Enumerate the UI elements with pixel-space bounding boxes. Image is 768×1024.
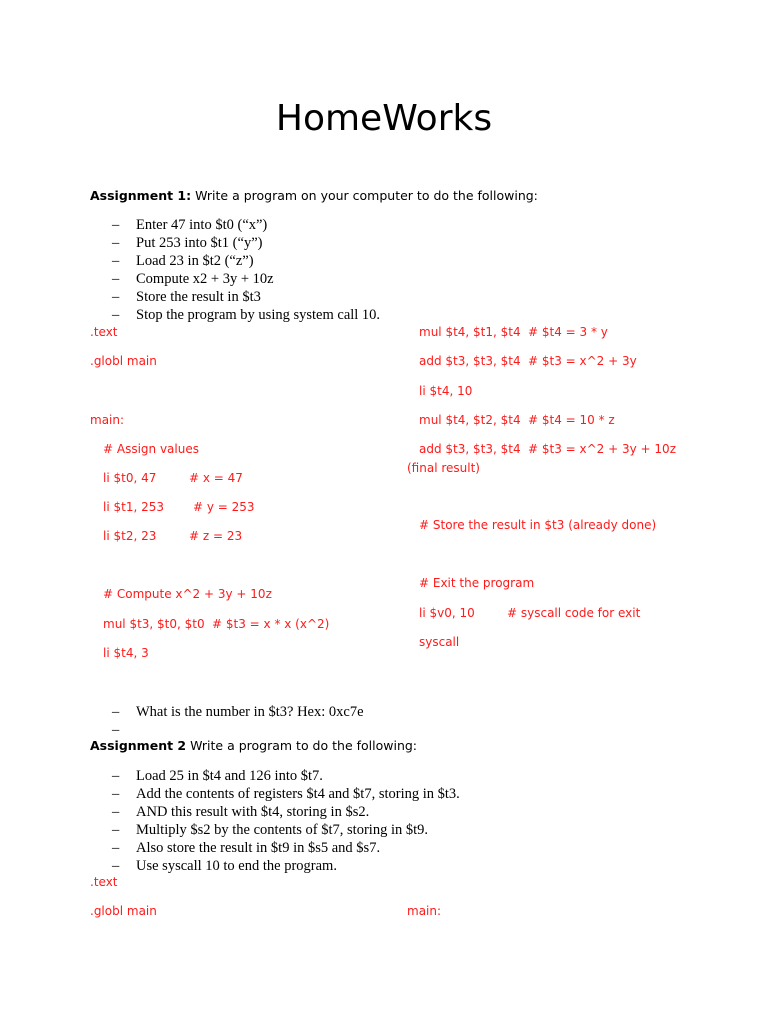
- assignment1-heading: [90, 188, 538, 203]
- code-line: li $v0, 10 # syscall code for exit: [419, 606, 641, 620]
- code-line: mul $t4, $t2, $t4 # $t4 = 10 * z: [419, 413, 615, 427]
- code-line: li $t1, 253 # y = 253: [103, 500, 255, 514]
- list-item: – Load 25 in $t4 and 126 into $t7.: [112, 768, 323, 784]
- page-title: HomeWorks: [275, 98, 493, 139]
- code-comment: # Assign values: [103, 442, 199, 456]
- code-line: .globl main: [90, 354, 157, 368]
- code-line: .text: [90, 875, 118, 889]
- code-line: syscall: [419, 635, 460, 649]
- list-item: – Compute x2 + 3y + 10z: [112, 271, 274, 287]
- assignment2-task-list: [112, 767, 460, 875]
- code-line: li $t2, 23 # z = 23: [103, 529, 243, 543]
- code-comment: # Exit the program: [419, 576, 535, 590]
- code-line: .globl main: [90, 904, 157, 918]
- code-line: mul $t4, $t1, $t4 # $t4 = 3 * y: [419, 325, 608, 339]
- list-item: – Stop the program by using system call 10.: [112, 307, 381, 323]
- list-item: – Put 253 into $t1 (“y”): [112, 235, 263, 251]
- list-item: – Use syscall 10 to end the program.: [112, 858, 337, 874]
- assignment1-text: Write a program on your computer to do the following:: [191, 188, 538, 203]
- assignment2-text: Write a program to do the following:: [186, 738, 418, 753]
- code-line: mul $t3, $t0, $t0 # $t3 = x * x (x^2): [103, 617, 330, 631]
- list-item: – Store the result in $t3: [112, 289, 261, 305]
- list-item: –: [112, 722, 120, 738]
- list-item: – Load 23 in $t2 (“z”): [112, 253, 254, 269]
- list-item: – Multiply $s2 by the contents of $t7, storing in $t9.: [112, 822, 429, 838]
- list-item: – What is the number in $t3? Hex: 0xc7e: [112, 704, 364, 720]
- assignment1-task-list: [112, 216, 380, 324]
- code-line: li $t4, 3: [103, 646, 149, 660]
- code-comment: # Compute x^2 + 3y + 10z: [103, 587, 272, 601]
- code-line: main:: [407, 904, 442, 918]
- assignment1-label: Assignment 1:: [90, 188, 192, 203]
- assignment2-label: Assignment 2: [90, 738, 187, 753]
- list-item: – AND this result with $t4, storing in $s2.: [112, 804, 370, 820]
- list-item: – Enter 47 into $t0 (“x”): [112, 217, 268, 233]
- code-line: main:: [90, 413, 125, 427]
- code-line: add $t3, $t3, $t4 # $t3 = x^2 + 3y: [419, 354, 637, 368]
- list-item: – Add the contents of registers $t4 and $t7, storing in $t3.: [112, 786, 460, 802]
- code-line: li $t0, 47 # x = 47: [103, 471, 243, 485]
- code-line: (final result): [407, 461, 480, 475]
- code-line: li $t4, 10: [419, 384, 473, 398]
- code-line: add $t3, $t3, $t4 # $t3 = x^2 + 3y + 10z: [419, 442, 676, 456]
- assignment2-heading: [90, 738, 417, 753]
- code-line: .text: [90, 325, 118, 339]
- list-item: – Also store the result in $t9 in $s5 and $s7.: [112, 840, 381, 856]
- code-comment: # Store the result in $t3 (already done): [419, 518, 657, 532]
- assignment1-question: [112, 703, 364, 739]
